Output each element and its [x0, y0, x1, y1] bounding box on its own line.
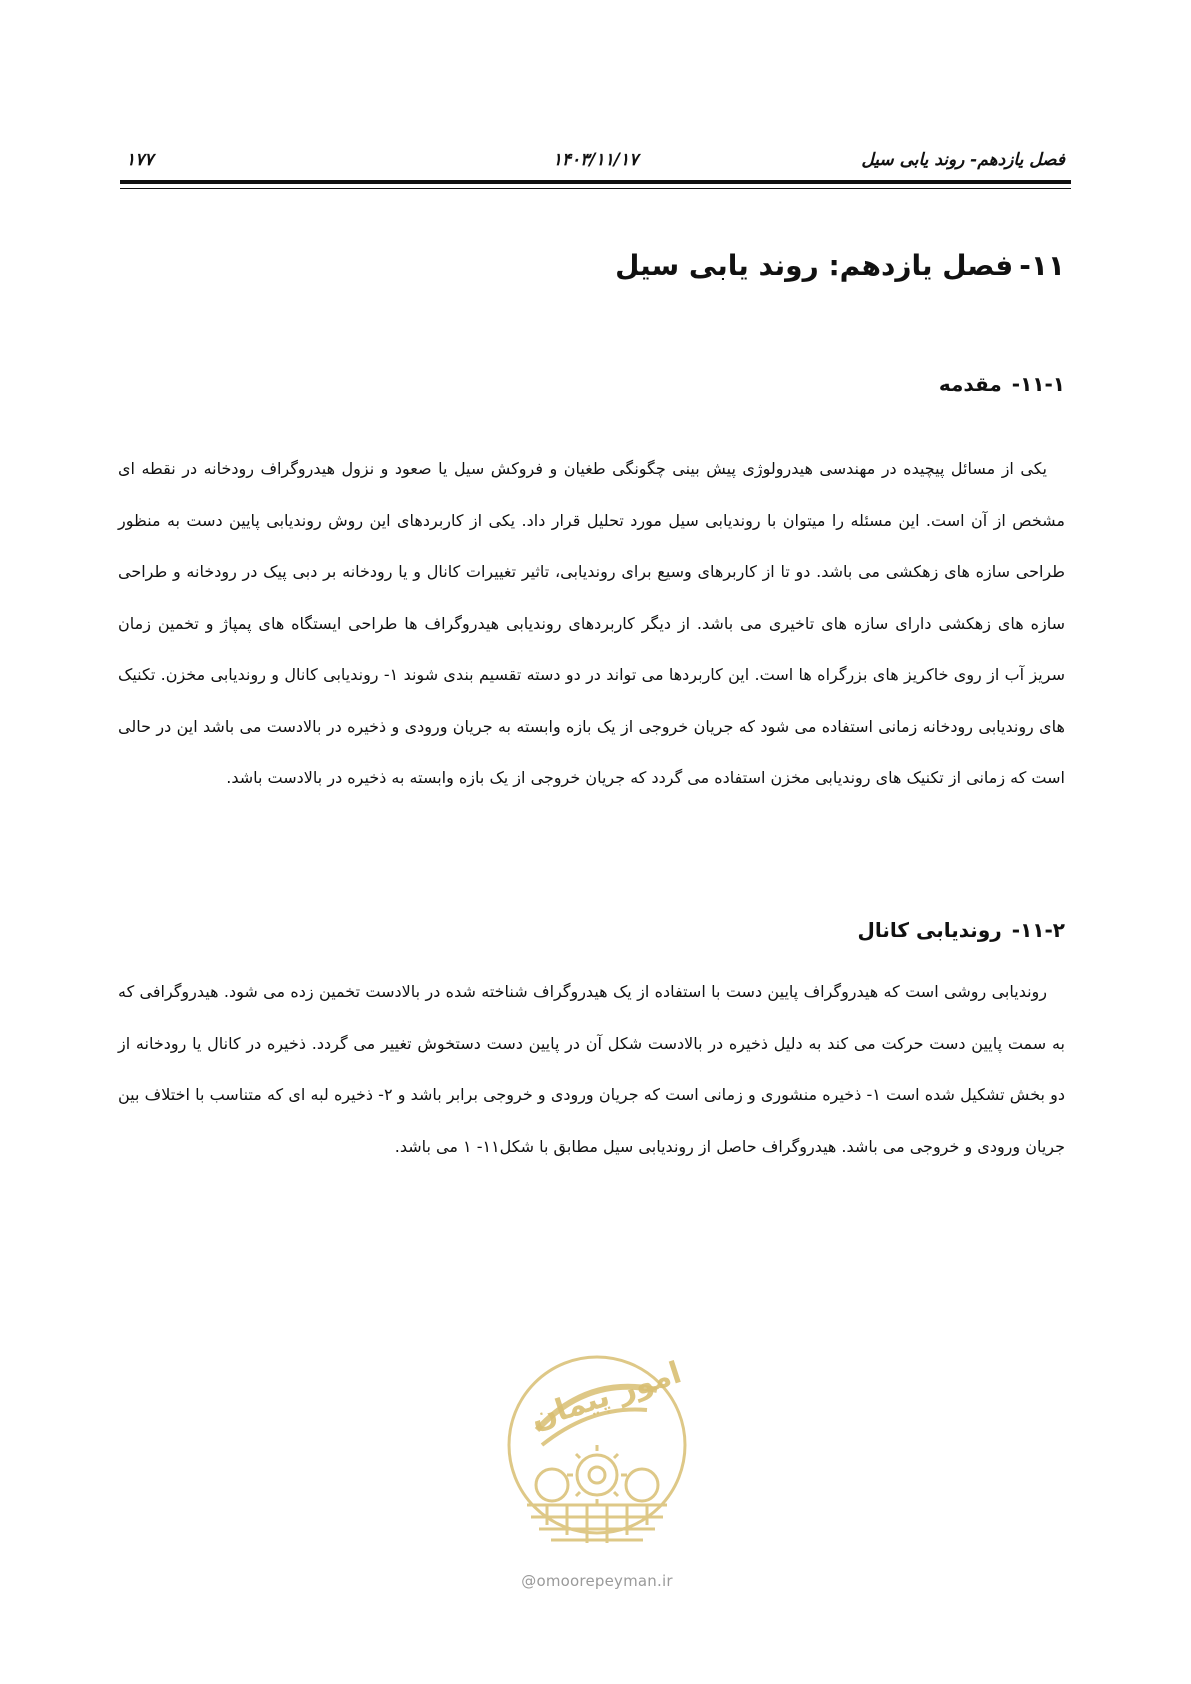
paragraph-channel-routing: روندیابی روشی است که هیدروگراف پایین دست با استفاده از یک هیدروگراف شناخته شده در بالادست تخمین زده می شود. هیدروگرافی که به سمت پایین دست حرکت می کند به دلیل ذخیره در بالادست شکل آن در پایین دست دستخوش تغییر می گردد. ذخیره در کانال یا رودخانه از دو بخش تشکیل شده است ۱- ذخیره منشوری و زمانی است که جریان ورودی و خروجی برابر باشد و ۲- ذخیره لبه ای که متناسب با اختلاف بین جریان ورودی و خروجی می باشد. هیدروگراف حاصل از روندیابی سیل مطابق با شکل۱۱- ۱ می باشد. [118, 982, 1065, 1156]
paragraph-intro: یکی از مسائل پیچیده در مهندسی هیدرولوژی پیش بینی چگونگی طغیان و فروکش سیل یا صعود و نزول هیدروگراف رودخانه در نقطه ای مشخص از آن است. این مسئله را میتوان با روندیابی سیل مورد تحلیل قرار داد. یکی از کاربردهای این روش روندیابی پایین دست به منظور طراحی سازه های زهکشی می باشد. دو تا از کاربرهای وسیع برای روندیابی، تاثیر تغییرات کانال و یا رودخانه بر دبی پیک در رودخانه و طراحی سازه های زهکشی دارای سازه های تاخیری می باشد. از دیگر کاربردهای روندیابی هیدروگراف ها طراحی ایستگاه های پمپاژ و تخمین زمان سریز آب از روی خاکریز های بزرگراه ها است. این کاربردها می تواند در دو دسته تقسیم بندی شوند ۱- روندیابی کانال و روندیابی مخزن. تکنیک های روندیابی رودخانه زمانی استفاده می شود که جریان خروجی از یک بازه وابسته به جریان ورودی و ذخیره در بالادست می باشد این در حالی است که زمانی از تکنیک های روندیابی مخزن استفاده می گردد که جریان خروجی از یک بازه وابسته به ذخیره در بالادست باشد. [118, 459, 1065, 787]
section-title: روندیابی کانال [857, 918, 1002, 942]
chapter-title-text: فصل یازدهم: روند یابی سیل [615, 249, 1014, 282]
section-heading-intro [939, 368, 1065, 400]
chapter-number: ۱۱- [1019, 249, 1065, 282]
header-chapter-label: فصل یازدهم- روند یابی سیل [861, 150, 1065, 170]
header-page-number: ۱۷۷ [126, 150, 154, 170]
header-date: ۱۴۰۳/۱۱/۱۷ [552, 150, 639, 170]
header-rule-thin [120, 188, 1071, 189]
section-title: مقدمه [938, 372, 1002, 396]
section-number: ۱۱-۲- [1011, 918, 1065, 942]
section-number: ۱۱-۱- [1011, 372, 1065, 396]
chapter-title [615, 244, 1065, 288]
watermark-logo [497, 1335, 697, 1565]
watermark-caption: @omoorepeyman.ir [521, 1572, 673, 1590]
running-header [126, 148, 1065, 176]
section-heading-channel-routing [858, 914, 1065, 946]
header-rule-thick [120, 180, 1071, 184]
watermark-logo-text: امور پیمان [526, 1355, 686, 1437]
omoorepeyman-seal-icon [497, 1335, 697, 1565]
